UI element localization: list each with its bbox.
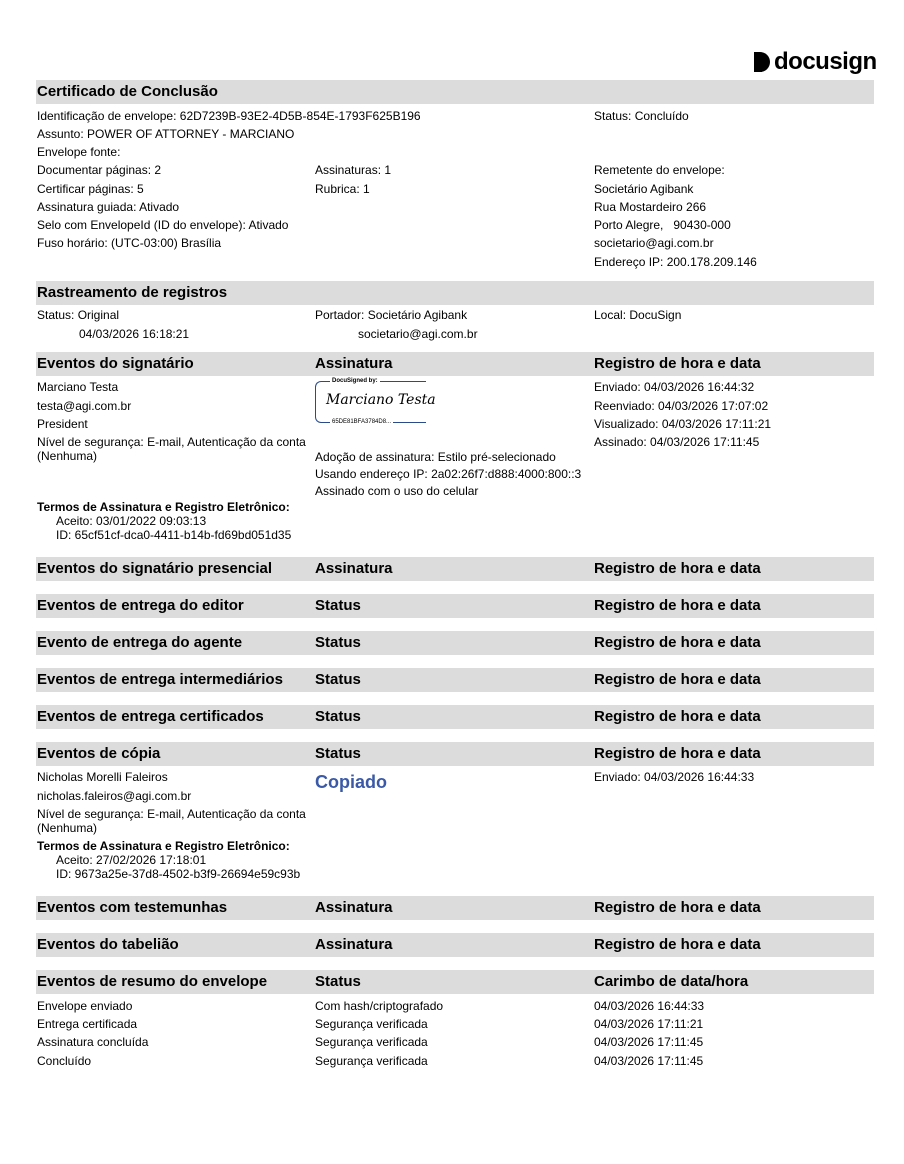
sender-email: societario@agi.com.br bbox=[594, 236, 714, 250]
tracking-holder-email: societario@agi.com.br bbox=[358, 327, 478, 341]
tracking-date: 04/03/2026 16:18:21 bbox=[79, 327, 190, 341]
copy-security-detail: (Nenhuma) bbox=[37, 821, 98, 835]
envelope-seal: Selo com EnvelopeId (ID do envelope): Ativado bbox=[37, 218, 289, 232]
signer-email: testa@agi.com.br bbox=[37, 399, 132, 413]
signer-terms: Termos de Assinatura e Registro Eletrônico: bbox=[37, 500, 290, 514]
signature-adoption: Adoção de assinatura: Estilo pré-selecionado bbox=[315, 450, 556, 464]
summary-event: Entrega certificada bbox=[37, 1017, 138, 1031]
section-heading: Registro de hora e data bbox=[594, 560, 761, 577]
doc-pages: Documentar páginas: 2 bbox=[37, 163, 162, 177]
signer-events-heading: Eventos do signatário bbox=[37, 355, 194, 372]
docusign-logo bbox=[754, 48, 877, 76]
copy-name: Nicholas Morelli Faleiros bbox=[37, 770, 168, 784]
timezone: Fuso horário: (UTC-03:00) Brasília bbox=[37, 236, 222, 250]
summary-status: Segurança verificada bbox=[315, 1054, 428, 1068]
section-heading: Eventos do signatário presencial bbox=[37, 560, 273, 577]
summary-event: Assinatura concluída bbox=[37, 1035, 149, 1049]
signer-security: Nível de segurança: E-mail, Autenticação da conta bbox=[37, 435, 306, 449]
sender-street: Rua Mostardeiro 266 bbox=[594, 200, 707, 214]
section-heading: Registro de hora e data bbox=[594, 745, 761, 762]
docusign-logo-icon bbox=[754, 52, 770, 72]
section-heading: Status bbox=[315, 597, 361, 614]
summary-time: 04/03/2026 17:11:21 bbox=[594, 1017, 704, 1031]
signature-name: Marciano Testa bbox=[326, 392, 436, 408]
section-heading: Registro de hora e data bbox=[594, 597, 761, 614]
envelope-id: Identificação de envelope: 62D7239B-93E2-4D5B-854E-1793F625B196 bbox=[37, 109, 421, 123]
tracking-status: Status: Original bbox=[37, 308, 120, 322]
timestamp-heading: Registro de hora e data bbox=[594, 355, 761, 372]
section-heading: Status bbox=[315, 745, 361, 762]
signature-id: 65DE81BFA3784D8... bbox=[332, 419, 392, 425]
notary-heading: Eventos do tabelião bbox=[37, 936, 179, 953]
signer-signed: Assinado: 04/03/2026 17:11:45 bbox=[594, 435, 760, 449]
copy-email: nicholas.faleiros@agi.com.br bbox=[37, 789, 192, 803]
sender-name: Societário Agibank bbox=[594, 182, 694, 196]
section-heading: Evento de entrega do agente bbox=[37, 634, 243, 651]
signer-title: President bbox=[37, 417, 88, 431]
summary-heading: Eventos de resumo do envelope bbox=[37, 973, 268, 990]
section-heading: Status bbox=[315, 634, 361, 651]
sender-ip: Endereço IP: 200.178.209.146 bbox=[594, 255, 757, 269]
signature-ip: Usando endereço IP: 2a02:26f7:d888:4000:800::3 bbox=[315, 467, 582, 481]
section-heading: Registro de hora e data bbox=[594, 708, 761, 725]
certificate-title: Certificado de Conclusão bbox=[37, 83, 218, 100]
summary-status: Segurança verificada bbox=[315, 1017, 428, 1031]
copy-terms: Termos de Assinatura e Registro Eletrônico: bbox=[37, 839, 290, 853]
section-heading: Eventos de entrega do editor bbox=[37, 597, 244, 614]
signer-terms-accepted: Aceito: 03/01/2022 09:03:13 bbox=[56, 514, 207, 528]
logo-text: docusign bbox=[774, 48, 877, 75]
tracking-holder: Portador: Societário Agibank bbox=[315, 308, 468, 322]
copy-terms-id: ID: 9673a25e-37d8-4502-b3f9-26694e59c93b bbox=[56, 867, 301, 881]
summary-time: 04/03/2026 16:44:33 bbox=[594, 999, 705, 1013]
section-heading: Registro de hora e data bbox=[594, 671, 761, 688]
summary-event: Concluído bbox=[37, 1054, 92, 1068]
section-heading: Registro de hora e data bbox=[594, 899, 761, 916]
signer-sent: Enviado: 04/03/2026 16:44:32 bbox=[594, 380, 755, 394]
copy-sent: Enviado: 04/03/2026 16:44:33 bbox=[594, 770, 755, 784]
signature-mobile: Assinado com o uso do celular bbox=[315, 484, 479, 498]
signer-viewed: Visualizado: 04/03/2026 17:11:21 bbox=[594, 417, 772, 431]
section-heading: Status bbox=[315, 671, 361, 688]
copy-security: Nível de segurança: E-mail, Autenticação da conta bbox=[37, 807, 306, 821]
signature-image bbox=[315, 378, 436, 425]
copied-status: Copiado bbox=[315, 772, 387, 792]
section-heading: Carimbo de data/hora bbox=[594, 973, 749, 990]
subject: Assunto: POWER OF ATTORNEY - MARCIANO bbox=[37, 127, 295, 141]
signature-label: DocuSigned by: bbox=[332, 378, 378, 384]
summary-event: Envelope enviado bbox=[37, 999, 133, 1013]
section-heading: Registro de hora e data bbox=[594, 634, 761, 651]
sender-city: Porto Alegre, 90430-000 bbox=[594, 218, 731, 232]
envelope-status: Status: Concluído bbox=[594, 109, 689, 123]
signatures-count: Assinaturas: 1 bbox=[315, 163, 392, 177]
section-heading: Assinatura bbox=[315, 899, 393, 916]
summary-status: Segurança verificada bbox=[315, 1035, 428, 1049]
signer-resent: Reenviado: 04/03/2026 17:07:02 bbox=[594, 399, 769, 413]
witness-heading: Eventos com testemunhas bbox=[37, 899, 228, 916]
sender-label: Remetente do envelope: bbox=[594, 163, 725, 177]
tracking-title: Rastreamento de registros bbox=[37, 284, 228, 301]
guided-signing: Assinatura guiada: Ativado bbox=[37, 200, 180, 214]
signer-security-detail: (Nenhuma) bbox=[37, 449, 98, 463]
cert-pages: Certificar páginas: 5 bbox=[37, 182, 144, 196]
section-heading: Status bbox=[315, 973, 361, 990]
initials-count: Rubrica: 1 bbox=[315, 182, 370, 196]
signer-name: Marciano Testa bbox=[37, 380, 119, 394]
envelope-source: Envelope fonte: bbox=[37, 145, 121, 159]
section-heading: Registro de hora e data bbox=[594, 936, 761, 953]
section-heading: Status bbox=[315, 708, 361, 725]
section-heading: Assinatura bbox=[315, 936, 393, 953]
section-heading: Eventos de entrega certificados bbox=[37, 708, 264, 725]
signature-heading: Assinatura bbox=[315, 355, 393, 372]
tracking-location: Local: DocuSign bbox=[594, 308, 682, 322]
summary-time: 04/03/2026 17:11:45 bbox=[594, 1035, 704, 1049]
summary-time: 04/03/2026 17:11:45 bbox=[594, 1054, 704, 1068]
copy-terms-accepted: Aceito: 27/02/2026 17:18:01 bbox=[56, 853, 207, 867]
copy-events-heading: Eventos de cópia bbox=[37, 745, 161, 762]
signer-terms-id: ID: 65cf51cf-dca0-4411-b14b-fd69bd051d35 bbox=[56, 528, 292, 542]
section-heading: Assinatura bbox=[315, 560, 393, 577]
summary-status: Com hash/criptografado bbox=[315, 999, 444, 1013]
section-heading: Eventos de entrega intermediários bbox=[37, 671, 283, 688]
